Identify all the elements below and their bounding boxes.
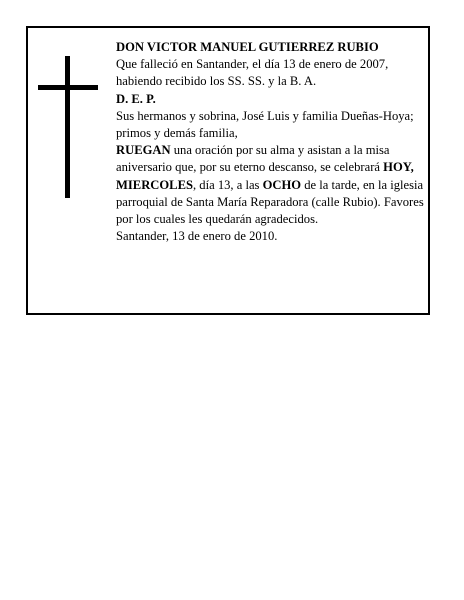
place-date-signoff: Santander, 13 de enero de 2010.: [116, 229, 278, 244]
deceased-name: DON VICTOR MANUEL GUTIERREZ RUBIO: [116, 40, 379, 54]
time-emphasis: OCHO: [262, 177, 302, 192]
cross-horizontal-bar: [38, 85, 98, 90]
family-mourners: Sus hermanos y sobrina, José Luis y familia Dueñas-Hoya; primos y demás familia,: [116, 108, 414, 141]
request-text: una oración por su alma y asistan a la misa aniversario que, por su eterno descanso, se celebrará: [116, 143, 390, 175]
cross-icon: [38, 56, 100, 198]
obituary-notice: [26, 26, 430, 315]
day-text: , día 13, a las: [192, 177, 263, 192]
day-emphasis: HOY, MIERCOLES: [116, 160, 414, 192]
death-announcement: Que falleció en Santander, el día 13 de enero de 2007, habiendo recibido los SS. SS. y la B. A.: [116, 57, 389, 89]
ruegan-emphasis: RUEGAN: [116, 143, 171, 158]
mass-invitation: [116, 142, 424, 228]
cross-vertical-bar: [65, 56, 70, 198]
location-text: de la tarde, en la iglesia parroquial de Santa María Reparadora (calle Rubio). Favores por los cuales les quedarán agradecidos.: [116, 177, 424, 227]
notice-text: [116, 39, 424, 245]
rest-in-peace: D. E. P.: [116, 91, 156, 106]
